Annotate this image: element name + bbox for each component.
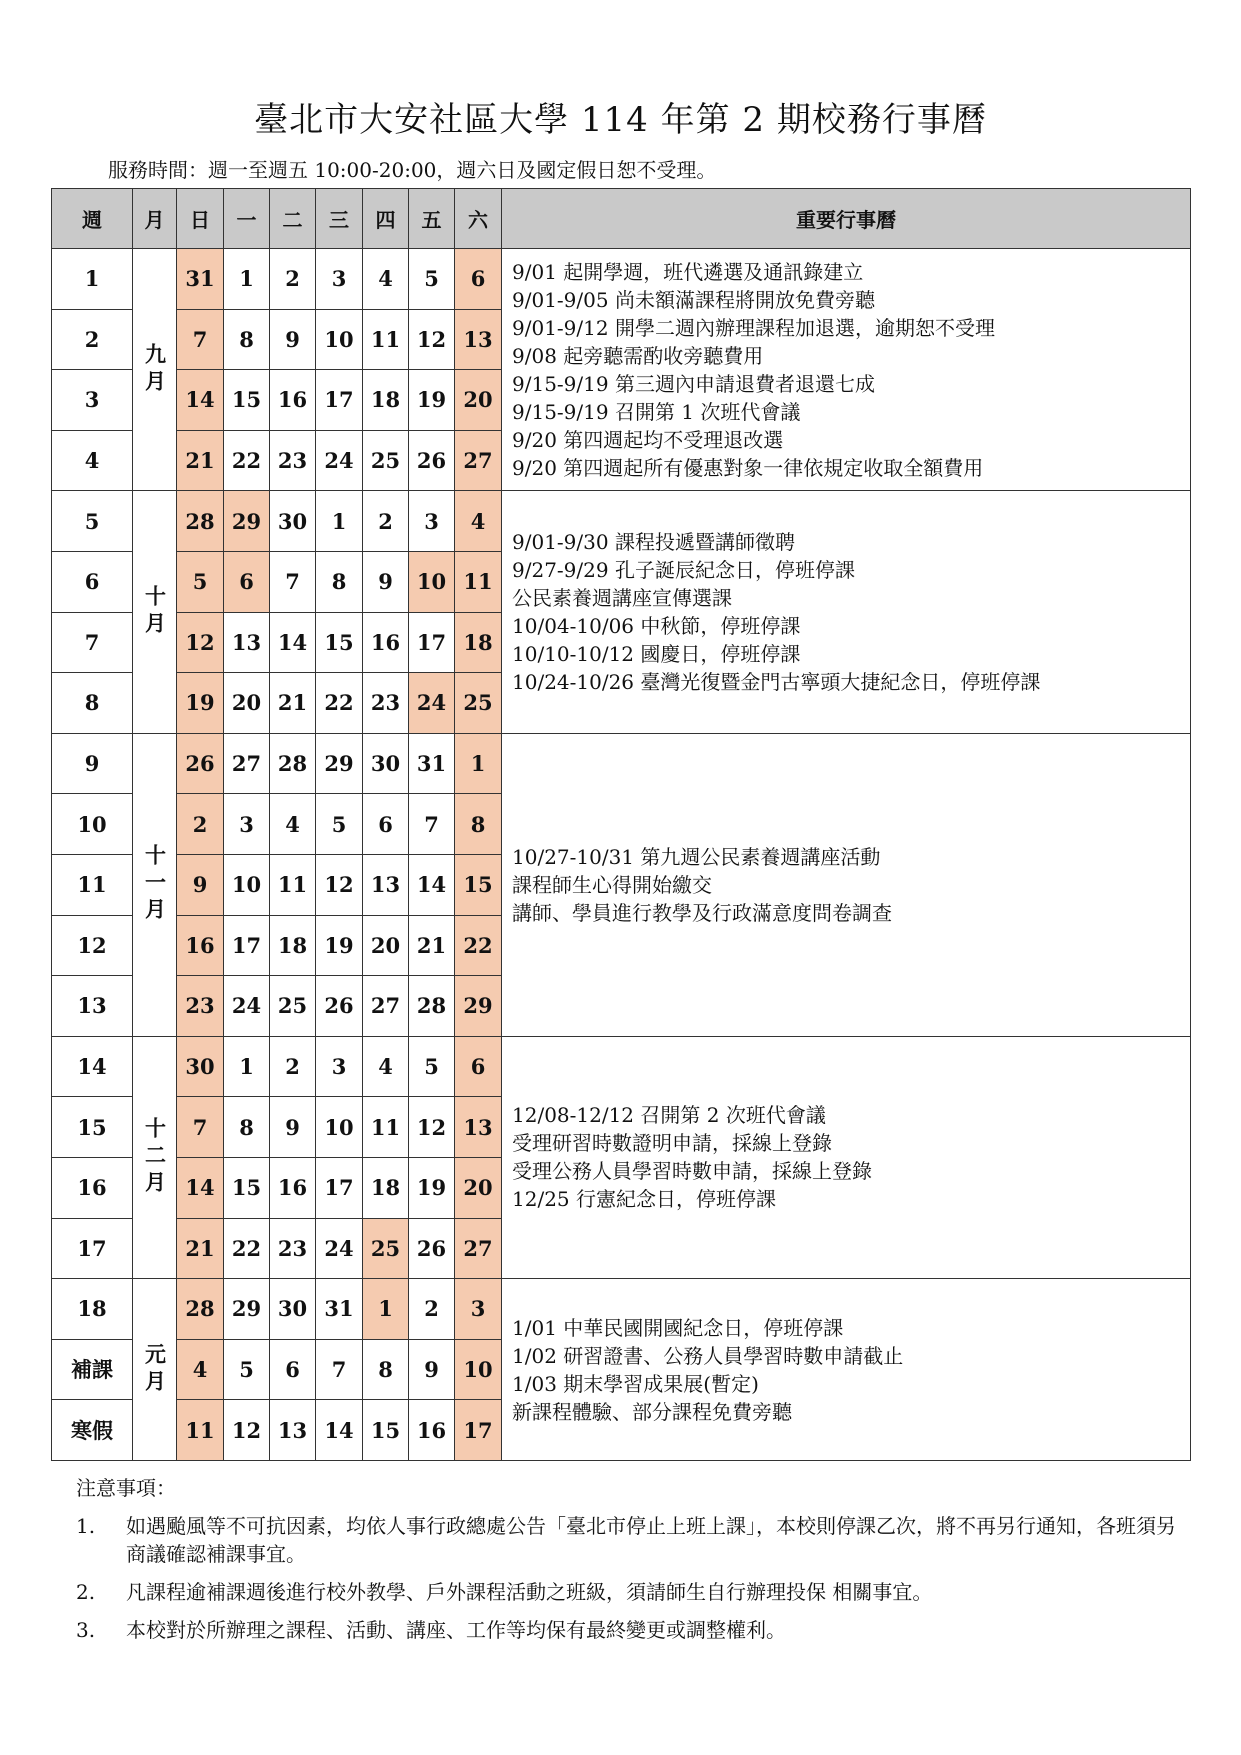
- day-cell: 23: [177, 976, 224, 1037]
- day-cell: 26: [177, 733, 224, 794]
- day-cell: 28: [409, 976, 455, 1037]
- day-cell: 9: [177, 854, 224, 915]
- event-line: 9/15-9/19 召開第 1 次班代會議: [512, 399, 801, 424]
- day-cell: 12: [316, 854, 363, 915]
- day-cell: 16: [177, 915, 224, 976]
- week-number: 4: [52, 430, 133, 491]
- event-line: 9/01-9/05 尚未額滿課程將開放免費旁聽: [512, 287, 875, 312]
- day-cell: 12: [177, 612, 224, 673]
- header-thu: 四: [363, 189, 409, 249]
- service-hours: 服務時間：週一至週五 10:00-20:00，週六日及國定假日恕不受理。: [108, 158, 717, 182]
- week-number: 補課: [52, 1339, 133, 1400]
- day-cell: 28: [270, 733, 316, 794]
- events-cell: [502, 249, 1191, 491]
- day-cell: 30: [270, 491, 316, 552]
- event-line: 1/01 中華民國開國紀念日，停班停課: [512, 1315, 844, 1340]
- notes-list: [76, 1512, 1186, 1654]
- event-line: 1/02 研習證書、公務人員學習時數申請截止: [512, 1343, 904, 1368]
- day-cell: 30: [270, 1279, 316, 1340]
- event-line: 10/10-10/12 國慶日，停班停課: [512, 642, 801, 667]
- events-cell: [502, 733, 1191, 1036]
- month-label: 元月: [133, 1279, 177, 1461]
- note-item: [76, 1616, 1186, 1644]
- day-cell: 26: [409, 430, 455, 491]
- day-cell: 2: [409, 1279, 455, 1340]
- event-line: 新課程體驗、部分課程免費旁聽: [512, 1399, 792, 1424]
- day-cell: 5: [224, 1339, 270, 1400]
- week-row: [52, 1279, 1191, 1340]
- week-number: 13: [52, 976, 133, 1037]
- day-cell: 19: [316, 915, 363, 976]
- day-cell: 21: [177, 1218, 224, 1279]
- day-cell: 7: [177, 309, 224, 370]
- events-cell: [502, 1036, 1191, 1278]
- day-cell: 17: [316, 370, 363, 431]
- day-cell: 15: [363, 1400, 409, 1461]
- day-cell: 22: [224, 1218, 270, 1279]
- day-cell: 16: [270, 370, 316, 431]
- day-cell: 9: [409, 1339, 455, 1400]
- day-cell: 17: [316, 1157, 363, 1218]
- week-row: [52, 1036, 1191, 1097]
- day-cell: 24: [409, 673, 455, 734]
- day-cell: 16: [363, 612, 409, 673]
- day-cell: 9: [270, 1097, 316, 1158]
- day-cell: 11: [270, 854, 316, 915]
- day-cell: 30: [363, 733, 409, 794]
- week-number: 9: [52, 733, 133, 794]
- event-line: 受理公務人員學習時數申請，採線上登錄: [512, 1159, 872, 1184]
- event-line: 10/04-10/06 中秋節，停班停課: [512, 614, 801, 639]
- day-cell: 28: [177, 491, 224, 552]
- event-line: 9/27-9/29 孔子誕辰紀念日，停班停課: [512, 558, 855, 583]
- header-row: [52, 189, 1191, 249]
- week-number: 16: [52, 1157, 133, 1218]
- day-cell: 7: [270, 551, 316, 612]
- day-cell: 26: [409, 1218, 455, 1279]
- day-cell: 19: [409, 370, 455, 431]
- day-cell: 14: [177, 370, 224, 431]
- day-cell: 31: [316, 1279, 363, 1340]
- day-cell: 1: [224, 1036, 270, 1097]
- day-cell: 12: [409, 309, 455, 370]
- day-cell: 10: [224, 854, 270, 915]
- event-line: 9/08 起旁聽需酌收旁聽費用: [512, 343, 764, 368]
- day-cell: 25: [363, 1218, 409, 1279]
- day-cell: 28: [177, 1279, 224, 1340]
- day-cell: 17: [224, 915, 270, 976]
- week-number: 3: [52, 370, 133, 431]
- week-number: 寒假: [52, 1400, 133, 1461]
- day-cell: 12: [409, 1097, 455, 1158]
- week-number: 7: [52, 612, 133, 673]
- day-cell: 6: [455, 249, 502, 310]
- day-cell: 2: [363, 491, 409, 552]
- note-number: 1.: [76, 1514, 96, 1538]
- day-cell: 7: [409, 794, 455, 855]
- day-cell: 22: [455, 915, 502, 976]
- day-cell: 13: [455, 1097, 502, 1158]
- day-cell: 3: [224, 794, 270, 855]
- event-line: 9/20 第四週起均不受理退改選: [512, 427, 784, 452]
- day-cell: 8: [224, 309, 270, 370]
- month-label: 十二月: [133, 1036, 177, 1278]
- week-number: 10: [52, 794, 133, 855]
- day-cell: 24: [224, 976, 270, 1037]
- day-cell: 20: [455, 370, 502, 431]
- day-cell: 19: [409, 1157, 455, 1218]
- day-cell: 4: [455, 491, 502, 552]
- note-text: 本校對於所辦理之課程、活動、講座、工作等均保有最終變更或調整權利。: [126, 1618, 786, 1642]
- day-cell: 25: [455, 673, 502, 734]
- day-cell: 23: [270, 430, 316, 491]
- week-number: 5: [52, 491, 133, 552]
- events-cell: [502, 1279, 1191, 1461]
- event-line: 9/01 起開學週，班代遴選及通訊錄建立: [512, 259, 864, 284]
- day-cell: 25: [270, 976, 316, 1037]
- day-cell: 17: [455, 1400, 502, 1461]
- day-cell: 22: [316, 673, 363, 734]
- note-item: [76, 1578, 1186, 1606]
- page-title: 臺北市大安社區大學 114 年第 2 期校務行事曆: [254, 100, 987, 140]
- day-cell: 27: [363, 976, 409, 1037]
- day-cell: 20: [455, 1157, 502, 1218]
- week-number: 6: [52, 551, 133, 612]
- day-cell: 15: [224, 370, 270, 431]
- note-text: 凡課程逾補課週後進行校外教學、戶外課程活動之班級，須請師生自行辦理投保 相關事宜。: [126, 1580, 933, 1604]
- header-month: 月: [133, 189, 177, 249]
- day-cell: 11: [177, 1400, 224, 1461]
- day-cell: 19: [177, 673, 224, 734]
- week-number: 15: [52, 1097, 133, 1158]
- day-cell: 27: [224, 733, 270, 794]
- day-cell: 2: [177, 794, 224, 855]
- event-line: 12/25 行憲紀念日，停班停課: [512, 1187, 776, 1212]
- calendar-table: [51, 188, 1191, 1461]
- event-line: 9/20 第四週起所有優惠對象一律依規定收取全額費用: [512, 455, 984, 480]
- header-mon: 一: [224, 189, 270, 249]
- header-sat: 六: [455, 189, 502, 249]
- header-week: 週: [52, 189, 133, 249]
- day-cell: 4: [363, 249, 409, 310]
- header-wed: 三: [316, 189, 363, 249]
- day-cell: 13: [224, 612, 270, 673]
- day-cell: 13: [363, 854, 409, 915]
- day-cell: 4: [363, 1036, 409, 1097]
- day-cell: 6: [455, 1036, 502, 1097]
- day-cell: 15: [316, 612, 363, 673]
- day-cell: 31: [177, 249, 224, 310]
- week-number: 17: [52, 1218, 133, 1279]
- day-cell: 13: [455, 309, 502, 370]
- day-cell: 5: [409, 249, 455, 310]
- day-cell: 10: [316, 1097, 363, 1158]
- day-cell: 17: [409, 612, 455, 673]
- day-cell: 15: [224, 1157, 270, 1218]
- day-cell: 16: [270, 1157, 316, 1218]
- day-cell: 26: [316, 976, 363, 1037]
- week-row: [52, 733, 1191, 794]
- event-line: 受理研習時數證明申請，採線上登錄: [512, 1131, 832, 1156]
- week-number: 8: [52, 673, 133, 734]
- day-cell: 1: [224, 249, 270, 310]
- day-cell: 18: [270, 915, 316, 976]
- week-number: 18: [52, 1279, 133, 1340]
- day-cell: 1: [316, 491, 363, 552]
- day-cell: 29: [455, 976, 502, 1037]
- day-cell: 30: [177, 1036, 224, 1097]
- day-cell: 13: [270, 1400, 316, 1461]
- event-line: 課程師生心得開始繳交: [512, 872, 712, 897]
- day-cell: 21: [270, 673, 316, 734]
- day-cell: 2: [270, 1036, 316, 1097]
- day-cell: 3: [316, 249, 363, 310]
- day-cell: 29: [224, 1279, 270, 1340]
- event-line: 9/01-9/30 課程投遞暨講師徵聘: [512, 530, 795, 555]
- day-cell: 11: [363, 309, 409, 370]
- day-cell: 14: [409, 854, 455, 915]
- day-cell: 10: [455, 1339, 502, 1400]
- day-cell: 18: [363, 370, 409, 431]
- day-cell: 1: [363, 1279, 409, 1340]
- day-cell: 12: [224, 1400, 270, 1461]
- day-cell: 25: [363, 430, 409, 491]
- day-cell: 3: [409, 491, 455, 552]
- week-number: 1: [52, 249, 133, 310]
- day-cell: 24: [316, 430, 363, 491]
- day-cell: 11: [455, 551, 502, 612]
- event-line: 12/08-12/12 召開第 2 次班代會議: [512, 1103, 826, 1128]
- week-number: 11: [52, 854, 133, 915]
- event-line: 10/27-10/31 第九週公民素養週講座活動: [512, 844, 881, 869]
- day-cell: 21: [177, 430, 224, 491]
- day-cell: 6: [363, 794, 409, 855]
- day-cell: 8: [224, 1097, 270, 1158]
- week-row: [52, 249, 1191, 310]
- day-cell: 14: [316, 1400, 363, 1461]
- note-number: 3.: [76, 1618, 96, 1642]
- week-number: 12: [52, 915, 133, 976]
- month-label: 九月: [133, 249, 177, 491]
- day-cell: 4: [270, 794, 316, 855]
- day-cell: 8: [455, 794, 502, 855]
- event-line: 講師、學員進行教學及行政滿意度問卷調查: [512, 900, 892, 925]
- day-cell: 3: [316, 1036, 363, 1097]
- day-cell: 18: [363, 1157, 409, 1218]
- day-cell: 3: [455, 1279, 502, 1340]
- header-tue: 二: [270, 189, 316, 249]
- note-item: [76, 1512, 1186, 1568]
- day-cell: 14: [270, 612, 316, 673]
- day-cell: 27: [455, 430, 502, 491]
- month-label: 十一月: [133, 733, 177, 1036]
- header-fri: 五: [409, 189, 455, 249]
- header-events: 重要行事曆: [502, 189, 1191, 249]
- day-cell: 4: [177, 1339, 224, 1400]
- event-line: 9/15-9/19 第三週內申請退費者退還七成: [512, 371, 875, 396]
- day-cell: 11: [363, 1097, 409, 1158]
- event-line: 公民素養週講座宣傳選課: [512, 586, 732, 611]
- header-sun: 日: [177, 189, 224, 249]
- day-cell: 5: [316, 794, 363, 855]
- day-cell: 27: [455, 1218, 502, 1279]
- day-cell: 15: [455, 854, 502, 915]
- notes-title: 注意事項：: [76, 1476, 176, 1500]
- day-cell: 8: [316, 551, 363, 612]
- day-cell: 2: [270, 249, 316, 310]
- week-number: 14: [52, 1036, 133, 1097]
- events-cell: [502, 491, 1191, 733]
- day-cell: 20: [224, 673, 270, 734]
- day-cell: 7: [177, 1097, 224, 1158]
- day-cell: 20: [363, 915, 409, 976]
- day-cell: 8: [363, 1339, 409, 1400]
- day-cell: 23: [270, 1218, 316, 1279]
- day-cell: 24: [316, 1218, 363, 1279]
- month-label: 十月: [133, 491, 177, 733]
- note-number: 2.: [76, 1580, 96, 1604]
- day-cell: 23: [363, 673, 409, 734]
- day-cell: 31: [409, 733, 455, 794]
- event-line: 1/03 期末學習成果展(暫定): [512, 1371, 759, 1396]
- day-cell: 29: [224, 491, 270, 552]
- day-cell: 7: [316, 1339, 363, 1400]
- note-text: 如遇颱風等不可抗因素，均依人事行政總處公告「臺北市停止上班上課」，本校則停課乙次，將不再另行通知，各班須另商議確認補課事宜。: [126, 1514, 1176, 1566]
- day-cell: 5: [177, 551, 224, 612]
- day-cell: 6: [270, 1339, 316, 1400]
- day-cell: 29: [316, 733, 363, 794]
- day-cell: 10: [409, 551, 455, 612]
- day-cell: 9: [270, 309, 316, 370]
- day-cell: 1: [455, 733, 502, 794]
- day-cell: 9: [363, 551, 409, 612]
- day-cell: 18: [455, 612, 502, 673]
- day-cell: 5: [409, 1036, 455, 1097]
- day-cell: 10: [316, 309, 363, 370]
- day-cell: 21: [409, 915, 455, 976]
- day-cell: 22: [224, 430, 270, 491]
- event-line: 9/01-9/12 開學二週內辦理課程加退選，逾期恕不受理: [512, 315, 995, 340]
- day-cell: 16: [409, 1400, 455, 1461]
- day-cell: 14: [177, 1157, 224, 1218]
- week-number: 2: [52, 309, 133, 370]
- week-row: [52, 491, 1191, 552]
- day-cell: 6: [224, 551, 270, 612]
- event-line: 10/24-10/26 臺灣光復暨金門古寧頭大捷紀念日，停班停課: [512, 670, 1041, 695]
